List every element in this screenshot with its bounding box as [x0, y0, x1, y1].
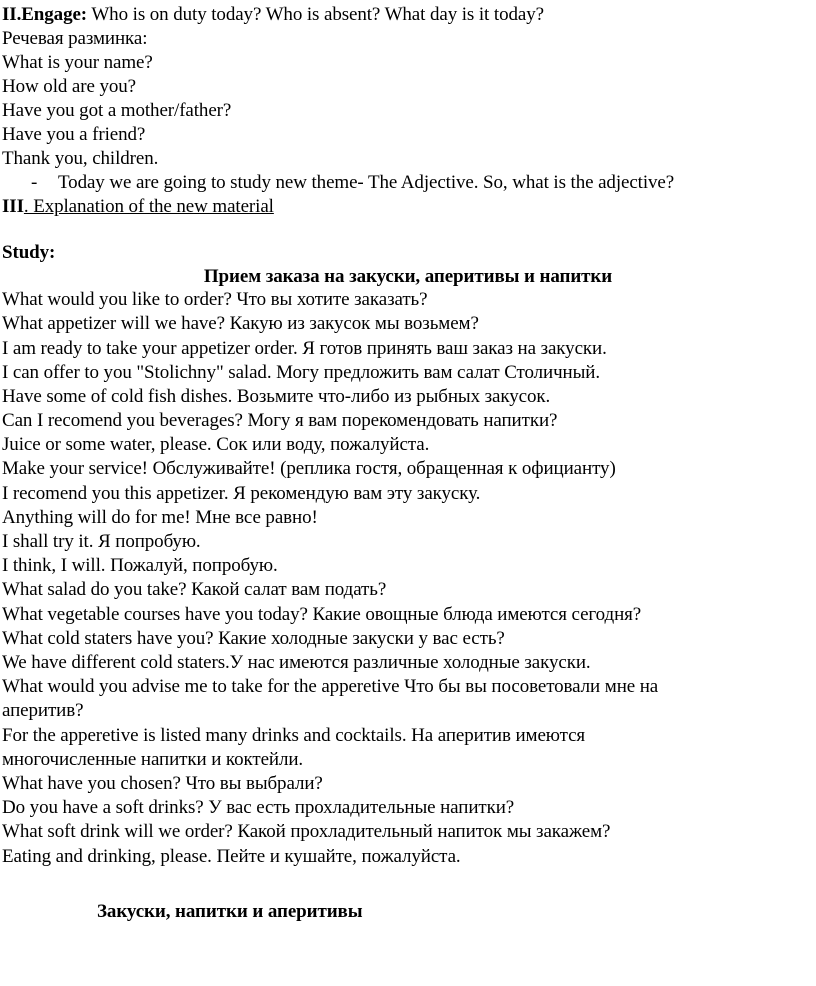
phrase-line: We have different cold staters.У нас имеются различные холодные закуски.	[2, 652, 591, 673]
warmup-question: Thank you, children.	[2, 148, 159, 169]
phrase-line: I think, I will. Пожалуй, попробую.	[2, 555, 278, 576]
explanation-text: . Explanation of the new material	[23, 196, 274, 217]
phrase-line: What vegetable courses have you today? Какие овощные блюда имеются сегодня?	[2, 604, 642, 625]
warmup-question: How old are you?	[2, 76, 136, 97]
phrase-line: What have you chosen? Что вы выбрали?	[2, 773, 323, 794]
engage-text: Who is on duty today? Who is absent? What day is it today?	[87, 4, 544, 25]
phrase-line: аперитив?	[2, 700, 84, 721]
phrase-line: What would you advise me to take for the apperetive Что бы вы посоветовали мне на	[2, 676, 659, 697]
section2-heading: Закуски, напитки и аперитивы	[97, 901, 363, 922]
warmup-title: Речевая разминка:	[2, 28, 148, 49]
phrase-line: I recomend you this appetizer. Я рекомендую вам эту закуску.	[2, 483, 481, 504]
phrase-line: What appetizer will we have? Какую из закусок мы возьмем?	[2, 313, 479, 334]
phrase-line: Can I recomend you beverages? Могу я вам порекомендовать напитки?	[2, 410, 558, 431]
engage-line	[2, 3, 544, 27]
bullet-text: Today we are going to study new theme- The Adjective. So, what is the adjective?	[58, 172, 675, 193]
phrase-line: Anything will do for me! Мне все равно!	[2, 507, 318, 528]
warmup-bullet-line	[31, 171, 674, 195]
phrase-line: I shall try it. Я попробую.	[2, 531, 201, 552]
engage-label: II.Engage:	[2, 4, 88, 25]
phrase-line: For the apperetive is listed many drinks and cocktails. На аперитив имеются	[2, 725, 586, 746]
phrase-line: What soft drink will we order? Какой прохладительный напиток мы закажем?	[2, 821, 611, 842]
warmup-question: Have you a friend?	[2, 124, 146, 145]
bullet-marker: -	[31, 172, 38, 193]
phrase-line: Eating and drinking, please. Пейте и кушайте, пожалуйста.	[2, 846, 461, 867]
phrase-line: I am ready to take your appetizer order. Я готов принять ваш заказ на закуски.	[2, 338, 607, 359]
study-heading: Прием заказа на закуски, аперитивы и напитки	[203, 266, 613, 287]
phrase-line: Have some of cold fish dishes. Возьмите что-либо из рыбных закусок.	[2, 386, 551, 407]
phrase-line: многочисленные напитки и коктейли.	[2, 749, 304, 770]
phrase-line: What salad do you take? Какой салат вам подать?	[2, 579, 387, 600]
phrase-line: What cold staters have you? Какие холодные закуски у вас есть?	[2, 628, 505, 649]
explanation-line	[2, 195, 274, 219]
study-label: Study:	[2, 242, 56, 263]
phrase-line: Juice or some water, please. Сок или воду, пожалуйста.	[2, 434, 430, 455]
warmup-question: What is your name?	[2, 52, 153, 73]
warmup-question: Have you got a mother/father?	[2, 100, 232, 121]
phrase-line: Make your service! Обслуживайте! (реплика гостя, обращенная к официанту)	[2, 458, 616, 479]
phrase-line: What would you like to order? Что вы хотите заказать?	[2, 289, 428, 310]
explanation-numeral: III	[2, 196, 24, 217]
phrase-line: Do you have a soft drinks? У вас есть прохладительные напитки?	[2, 797, 515, 818]
phrase-line: I can offer to you "Stolichny" salad. Могу предложить вам салат Столичный.	[2, 362, 600, 383]
